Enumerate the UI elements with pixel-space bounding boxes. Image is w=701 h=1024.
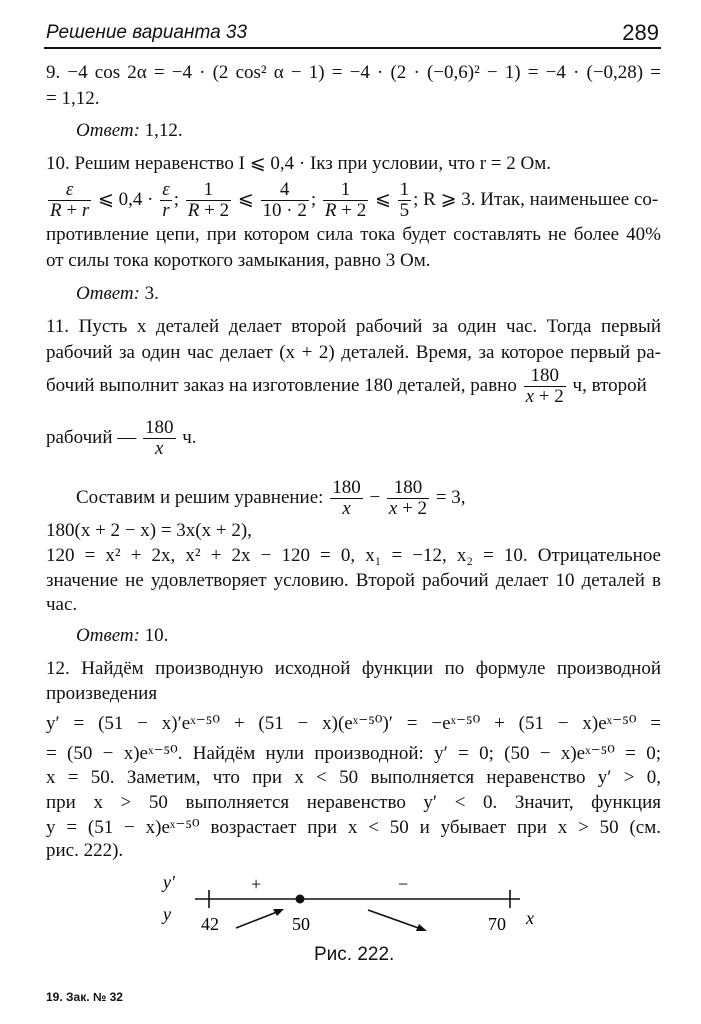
p10-answer-value: 3. [144, 283, 159, 304]
p9-answer [76, 120, 183, 142]
fig-y-prime-label: y′ [163, 872, 175, 892]
frac-1-over-r-plus-2-b: $\frac{1}{R + 2}$ [324, 179, 367, 221]
p11-line4 [46, 418, 197, 459]
p11-line1: 11. Пусть x деталей делает второй рабочий за один час. Тогда первый [46, 316, 661, 337]
frac-180-over-x-b: $\frac{180}{x}$ [332, 477, 361, 519]
p9-answer-value: 1,12. [144, 120, 183, 141]
p11-line5-tail: = 3, [435, 486, 466, 508]
fig-critical-point [296, 895, 305, 904]
p10-line3: противление цепи, при котором сила тока будет составлять не более 40% [46, 224, 661, 245]
page-number: 289 [622, 20, 659, 45]
p12-line8: рис. 222). [46, 840, 124, 861]
figure-222-sign-chart [0, 868, 701, 948]
p12-line2: произведения [46, 683, 158, 704]
p11-line5: Составим и решим уравнение: $\frac{180}{x}$ − $\frac{180}{x + 2}$ = 3, [76, 477, 466, 519]
frac-4-over-10x2: $\frac{4}{10 \cdot 2}$ [262, 179, 307, 221]
p10-line1: 10. Решим неравенство I ⩽ 0,4 · Iкз при условии, что r = 2 Ом. [46, 153, 551, 174]
p10-line4: от силы тока короткого замыкания, равно 3 Ом. [46, 250, 431, 271]
fig-y-label: y [163, 904, 171, 924]
fig-tick-label-42: 42 [201, 914, 219, 934]
p11-line3 [46, 366, 647, 407]
p11-line5-head: Составим и решим уравнение: [76, 486, 324, 508]
frac-eps-over-r: $\frac{\varepsilon}{r}$ [162, 179, 170, 221]
p11-line3-tail: ч, второй [572, 374, 647, 396]
p12-line1: 12. Найдём производную исходной функции по формуле производной [46, 658, 661, 679]
running-header-title: Решение варианта 33 [46, 22, 248, 43]
frac-180-over-x-plus-2-b: $\frac{180}{x + 2}$ [388, 477, 428, 519]
p10-line2: $\frac{\varepsilon}{R + r}$ ⩽ 0,4 · $\frac{\varepsilon}{r}$ ; $\frac{1}{R + 2}$ ⩽ $\frac{4}{10 \cdot 2}$ ; $\frac{1}{R + 2}$ ⩽ $\frac{1}{5}$ ; R ⩾ 3. Итак, наименьшее со- [50, 179, 659, 221]
fig-decreasing-arrow [368, 910, 427, 931]
header-rule [44, 47, 661, 49]
fig-tick-label-70: 70 [488, 914, 506, 934]
p12-line3: y′ = (51 − x)′eˣ⁻⁵⁰ + (51 − x)(eˣ⁻⁵⁰)′ = −eˣ⁻⁵⁰ + (51 − x)eˣ⁻⁵⁰ = [46, 713, 661, 734]
p11-line4-head: рабочий — [46, 426, 137, 448]
p11-line9: час. [46, 594, 78, 615]
page-footer: 19. Зак. № 32 [46, 990, 123, 1004]
p10-line2-tail: ; R ⩾ 3. Итак, наименьшее со- [413, 188, 659, 210]
p11-answer-label: Ответ: [76, 625, 140, 646]
frac-180-over-x: $\frac{180}{x}$ [145, 417, 174, 459]
p11-line4-tail: ч. [182, 426, 197, 448]
fig-tick-label-50: 50 [292, 914, 310, 934]
p12-line7: y = (51 − x)eˣ⁻⁵⁰ возрастает при x < 50 и убывает при x > 50 (см. [46, 817, 661, 838]
p12-line4: = (50 − x)eˣ⁻⁵⁰. Найдём нули производной: y′ = 0; (50 − x)eˣ⁻⁵⁰ = 0; [46, 743, 661, 764]
frac-eps-over-r-plus-r: $\frac{\varepsilon}{R + r}$ [50, 179, 90, 221]
p11-line7: 120 = x² + 2x, x² + 2x − 120 = 0, x₁ = −12, x₂ = 10. Отрицательное [46, 545, 661, 566]
frac-1-over-5: $\frac{1}{5}$ [399, 179, 410, 221]
fig-minus-sign: − [398, 874, 409, 894]
p11-line2: рабочий за один час делает (x + 2) деталей. Время, за которое первый ра- [46, 342, 661, 363]
frac-180-over-x-plus-2: $\frac{180}{x + 2}$ [525, 365, 564, 407]
p11-line8: значение не удовлетворяет условию. Второй рабочий делает 10 деталей в [46, 570, 661, 591]
p12-line6: при x > 50 выполняется неравенство y′ < 0. Значит, функция [46, 792, 661, 813]
p9-line2: = 1,12. [46, 88, 100, 109]
fig-increasing-arrow [236, 909, 284, 928]
p12-line5: x = 50. Заметим, что при x < 50 выполняется неравенство y′ > 0, [46, 767, 661, 788]
frac-1-over-r-plus-2: $\frac{1}{R + 2}$ [187, 179, 230, 221]
fig-axis-label-x: x [526, 908, 534, 928]
p11-line3-head: бочий выполнит заказ на изготовление 180 деталей, равно [46, 374, 517, 396]
p11-answer [76, 625, 168, 647]
p9-line1: 9. −4 cos 2α = −4 · (2 cos² α − 1) = −4 · (2 · (−0,6)² − 1) = −4 · (−0,28) = [46, 62, 661, 83]
p11-line6: 180(x + 2 − x) = 3x(x + 2), [46, 520, 252, 541]
p10-answer-label: Ответ: [76, 283, 140, 304]
p11-answer-value: 10. [144, 625, 169, 646]
figure-caption: Рис. 222. [314, 944, 395, 965]
p9-answer-label: Ответ: [76, 120, 140, 141]
p10-answer [76, 283, 159, 305]
fig-plus-sign: + [251, 874, 262, 894]
